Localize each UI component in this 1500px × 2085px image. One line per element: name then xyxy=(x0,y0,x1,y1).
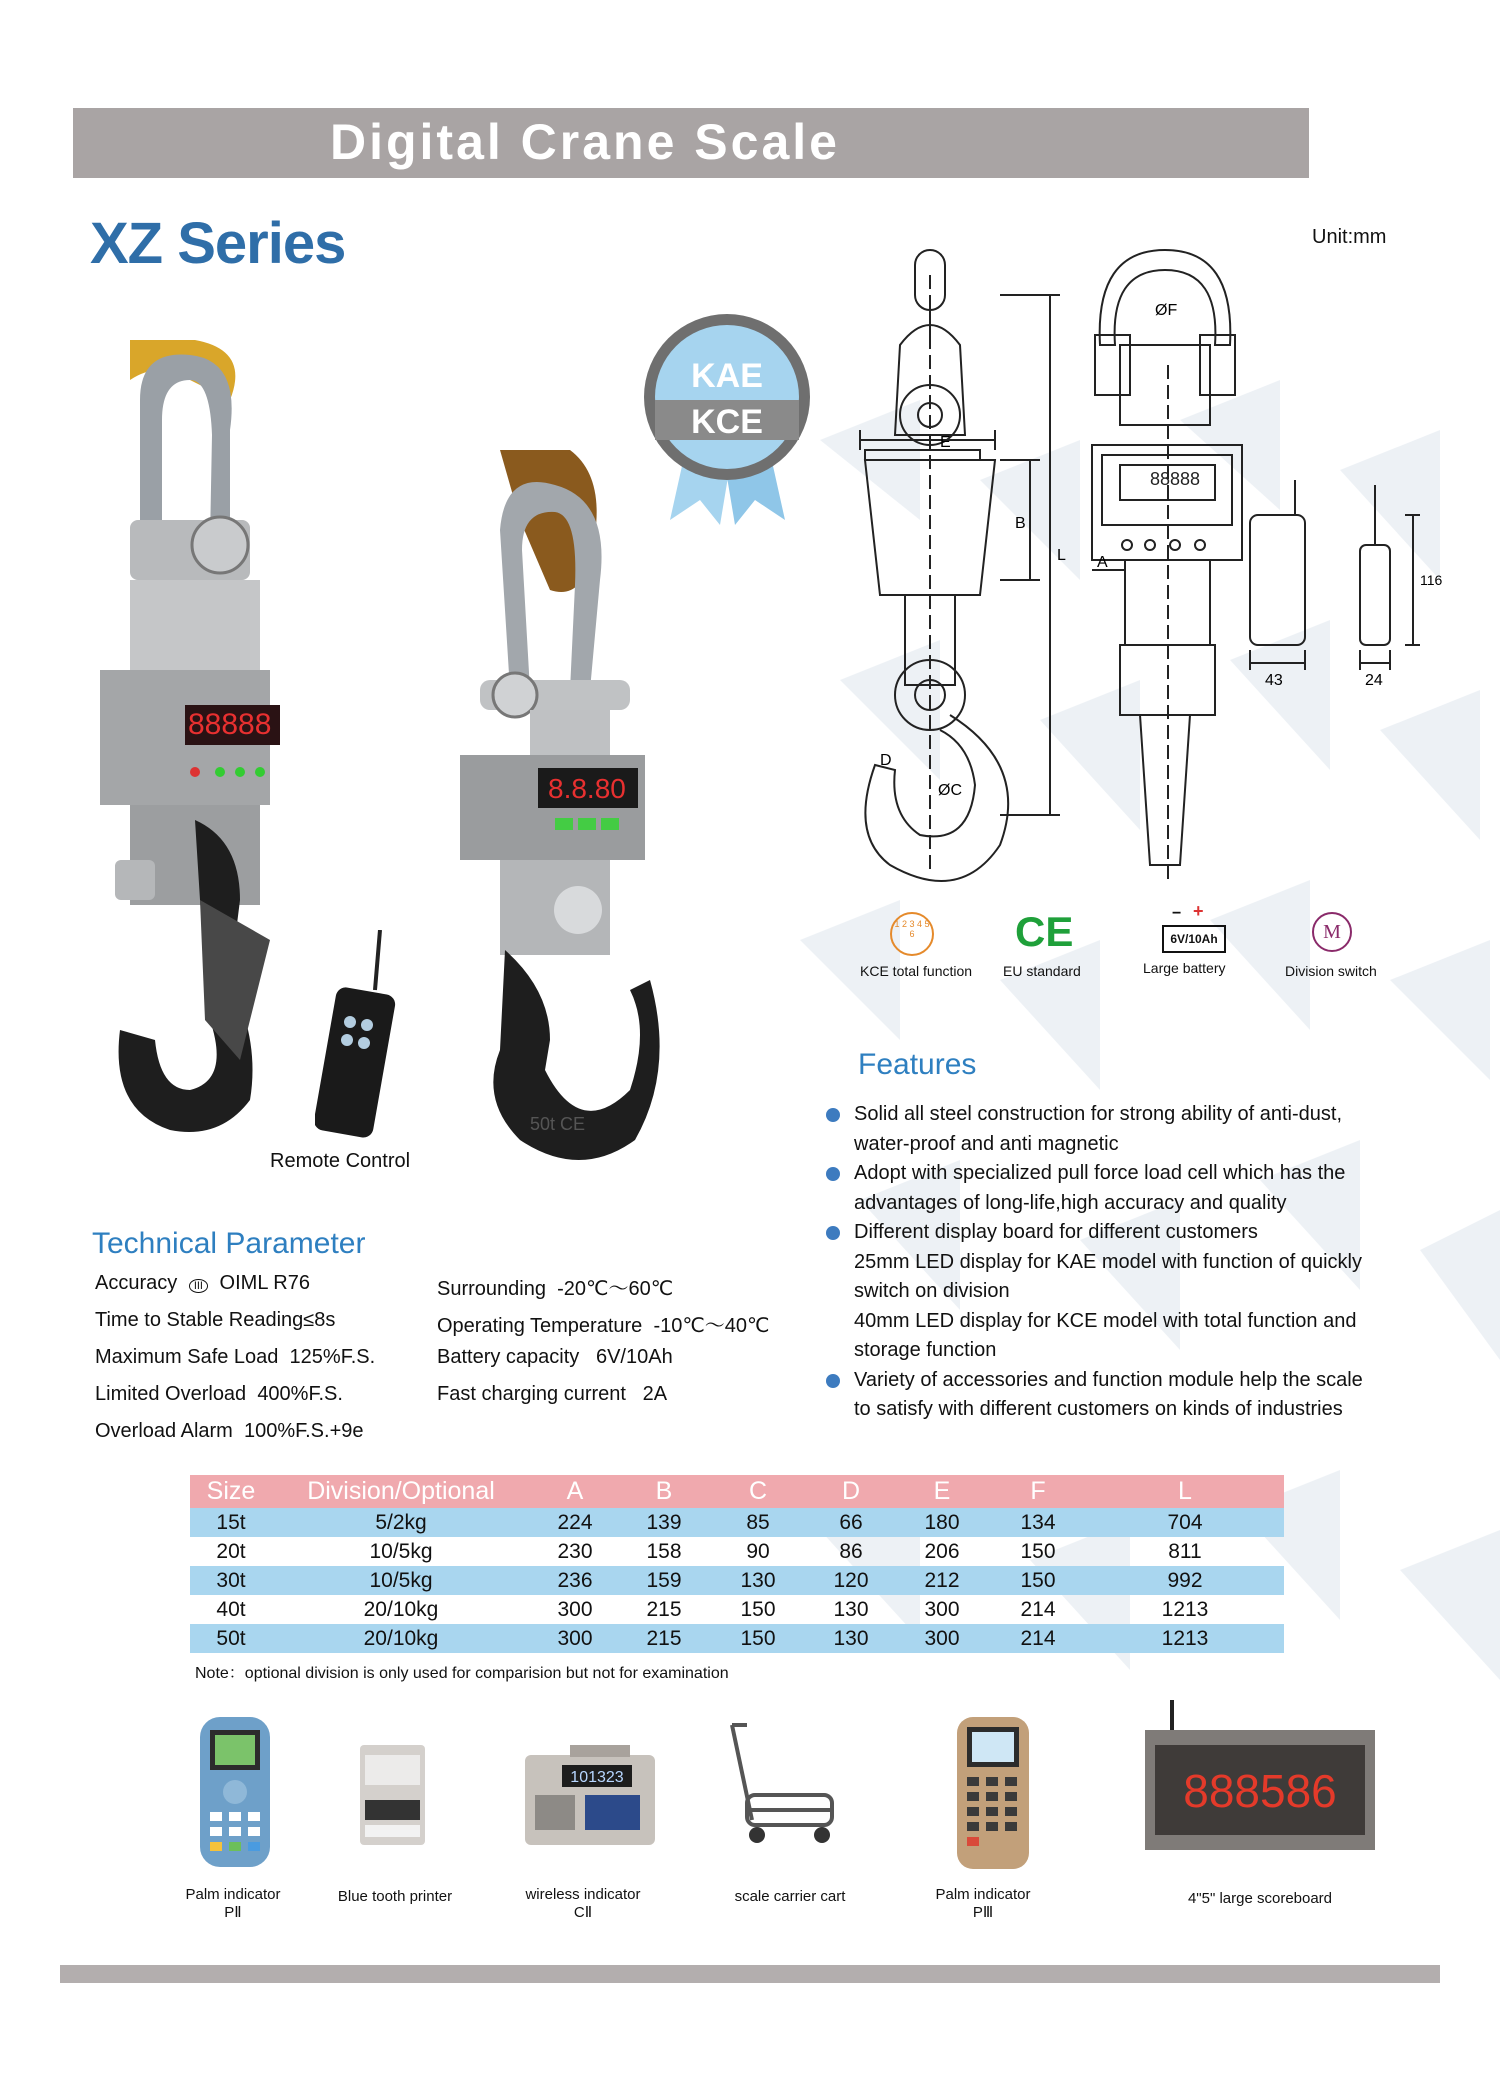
table-cell: 120 xyxy=(808,1566,894,1595)
eu-standard-caption: EU standard xyxy=(1003,963,1081,979)
table-cell: 159 xyxy=(620,1566,708,1595)
feature-item xyxy=(822,1366,1462,1425)
table-cell: 130 xyxy=(808,1624,894,1653)
table-header-cell: L xyxy=(1086,1475,1284,1508)
accessory-caption-line: PⅡ xyxy=(224,1904,242,1921)
bluetooth-printer-image xyxy=(355,1740,430,1850)
accessory-caption-line: Palm indicator xyxy=(935,1886,1031,1903)
param-accuracy-label: Accuracy xyxy=(95,1272,178,1294)
param-operating-temp-label: Operating Temperature xyxy=(437,1315,643,1337)
param-overload-alarm-label: Overload Alarm xyxy=(95,1420,233,1442)
kce-function-icon xyxy=(890,912,934,956)
table-cell: 1213 xyxy=(1086,1624,1284,1653)
table-cell: 50t xyxy=(190,1624,272,1653)
bullet-icon xyxy=(826,1374,840,1388)
technical-heading: Technical Parameter xyxy=(92,1227,366,1260)
remote-control-label: Remote Control xyxy=(270,1150,411,1172)
division-switch-caption: Division switch xyxy=(1285,963,1377,979)
table-cell: 215 xyxy=(620,1624,708,1653)
param-safe-load-label: Maximum Safe Load xyxy=(95,1346,279,1368)
feature-line: to satisfy with different customers on kinds of industries xyxy=(854,1398,1343,1420)
wireless-indicator-image xyxy=(520,1740,660,1850)
remote-dim-height: 116 xyxy=(1420,572,1443,588)
table-row xyxy=(190,1566,1284,1595)
param-accuracy-value: OIML R76 xyxy=(219,1272,310,1294)
feature-line: storage function xyxy=(854,1339,997,1361)
unit-label: Unit:mm xyxy=(1312,226,1387,248)
crane-scale-kce-photo xyxy=(460,450,660,1170)
param-charging-current xyxy=(437,1383,667,1406)
large-battery-caption: Large battery xyxy=(1143,960,1226,976)
dim-label-d: D xyxy=(880,752,892,769)
table-cell: 90 xyxy=(746,1539,770,1563)
footer-bar xyxy=(60,1965,1440,1983)
spec-table xyxy=(190,1475,1284,1653)
param-overload-alarm xyxy=(95,1420,364,1443)
param-charging-current-label: Fast charging current xyxy=(437,1383,626,1405)
feature-line: 40mm LED display for KCE model with total function and xyxy=(854,1309,1357,1332)
table-cell: 704 xyxy=(1086,1508,1284,1537)
table-cell: 215 xyxy=(646,1597,682,1621)
table-cell: 300 xyxy=(894,1624,990,1653)
features-heading: Features xyxy=(858,1048,977,1081)
param-overload-alarm-value: 100%F.S.+9e xyxy=(243,1420,364,1442)
table-cell: 236 xyxy=(530,1566,620,1595)
feature-item xyxy=(822,1100,1462,1159)
table-row xyxy=(190,1595,1284,1624)
param-surrounding-label: Surrounding xyxy=(437,1278,546,1300)
table-header-cell: E xyxy=(894,1475,990,1508)
table-cell: 230 xyxy=(557,1539,593,1563)
dimension-drawing xyxy=(830,245,1480,895)
remote-dim-width: 43 xyxy=(1265,672,1283,689)
wireless-indicator-display: 101323 xyxy=(570,1769,624,1786)
accessory-caption-line: wireless indicator xyxy=(525,1886,641,1903)
accessory-caption-line: Blue tooth printer xyxy=(337,1888,453,1905)
param-limited-overload-value: 400%F.S. xyxy=(257,1383,343,1405)
table-cell: 300 xyxy=(924,1597,960,1621)
table-header-cell: B xyxy=(620,1475,708,1508)
table-cell: 224 xyxy=(530,1508,620,1537)
table-cell: 300 xyxy=(530,1624,620,1653)
table-row xyxy=(190,1537,1284,1566)
accessory-caption-wireless xyxy=(518,1886,648,1922)
table-cell: 214 xyxy=(990,1624,1086,1653)
feature-line: Adopt with specialized pull force load cell which has the xyxy=(854,1162,1346,1184)
dim-label-a: A xyxy=(1097,554,1108,571)
table-cell: 180 xyxy=(894,1508,990,1537)
remote-control-photo xyxy=(315,930,405,1140)
table-cell: 85 xyxy=(708,1508,808,1537)
table-cell: 86 xyxy=(839,1539,863,1563)
accessory-caption-printer xyxy=(330,1888,460,1906)
remote-dim-depth: 24 xyxy=(1365,672,1383,689)
table-header-cell: F xyxy=(990,1475,1086,1508)
dim-label-f: ØF xyxy=(1155,302,1178,319)
table-cell: 811 xyxy=(1168,1539,1202,1563)
accessory-caption-line: scale carrier cart xyxy=(734,1888,846,1905)
dim-label-b: B xyxy=(1015,515,1026,532)
table-cell: 15t xyxy=(190,1508,272,1537)
table-cell: 20/10kg xyxy=(363,1597,439,1621)
battery-glyph: 6V/10Ah xyxy=(1170,932,1218,946)
kce-function-glyph: 1 2 3 4 5 6 xyxy=(894,919,930,939)
battery-icon xyxy=(1162,925,1226,953)
bullet-icon xyxy=(826,1108,840,1122)
table-cell: 30t xyxy=(190,1566,272,1595)
param-surrounding-value: -20℃～60℃ xyxy=(557,1278,674,1300)
param-safe-load xyxy=(95,1346,375,1369)
feature-line: water-proof and anti magnetic xyxy=(854,1132,1119,1155)
param-battery-capacity xyxy=(437,1346,673,1369)
table-cell: 992 xyxy=(1086,1566,1284,1595)
feature-line: switch on division xyxy=(854,1280,1010,1302)
feature-line: Variety of accessories and function module help the scale xyxy=(854,1368,1363,1391)
bullet-icon xyxy=(826,1226,840,1240)
series-title: XZ Series xyxy=(90,211,346,276)
table-cell: 214 xyxy=(1020,1597,1056,1621)
feature-line: 25mm LED display for KAE model with function of quickly xyxy=(854,1250,1362,1273)
param-operating-temp-value: -10℃～40℃ xyxy=(653,1315,770,1337)
table-cell: 139 xyxy=(620,1508,708,1537)
param-limited-overload-label: Limited Overload xyxy=(95,1383,247,1405)
table-header-cell: D xyxy=(808,1475,894,1508)
accessory-caption-scoreboard xyxy=(1170,1890,1350,1908)
table-note: Note：optional division is only used for comparision but not for examination xyxy=(195,1665,729,1682)
palm-indicator-p3-image xyxy=(952,1712,1034,1874)
page-title: Digital Crane Scale xyxy=(330,114,840,170)
accuracy-class-icon: III xyxy=(189,1279,208,1293)
dim-label-l: L xyxy=(1057,547,1066,564)
table-cell: 300 xyxy=(557,1597,593,1621)
table-cell: 158 xyxy=(646,1539,682,1563)
badge-kce-text: KCE xyxy=(691,403,763,441)
param-charging-current-value: 2A xyxy=(642,1383,668,1405)
table-cell: 206 xyxy=(924,1539,960,1563)
ce-mark-icon: CE xyxy=(1015,908,1074,955)
dim-label-e: E xyxy=(940,434,951,451)
param-battery-capacity-value: 6V/10Ah xyxy=(595,1346,673,1368)
param-stable-time xyxy=(95,1309,335,1332)
features-list xyxy=(822,1100,1462,1425)
drawing-display-digits: 88888 xyxy=(1150,469,1201,489)
param-surrounding xyxy=(437,1272,673,1301)
table-cell: 20t xyxy=(216,1539,246,1563)
table-cell: 212 xyxy=(894,1566,990,1595)
table-cell: 20/10kg xyxy=(272,1624,530,1653)
param-accuracy xyxy=(95,1272,310,1295)
svg-text:50t CE: 50t CE xyxy=(530,1114,586,1134)
feature-item xyxy=(822,1159,1462,1218)
table-cell: 130 xyxy=(833,1597,869,1621)
table-cell: 134 xyxy=(990,1508,1086,1537)
dim-label-c: ØC xyxy=(938,782,962,799)
table-cell: 66 xyxy=(808,1508,894,1537)
bullet-icon xyxy=(826,1167,840,1181)
scale-carrier-cart-image xyxy=(722,1720,842,1850)
table-cell: 150 xyxy=(990,1566,1086,1595)
table-cell: 40t xyxy=(216,1597,246,1621)
param-stable-time-label: Time to Stable Reading xyxy=(95,1309,304,1331)
accessory-caption-cart xyxy=(720,1888,860,1906)
param-stable-time-value: ≤8s xyxy=(303,1309,336,1331)
param-safe-load-value: 125%F.S. xyxy=(289,1346,376,1368)
table-cell: 10/5kg xyxy=(369,1539,433,1563)
table-cell: 150 xyxy=(740,1597,776,1621)
table-row xyxy=(190,1624,1284,1653)
accessory-caption-palm-p2 xyxy=(178,1886,288,1922)
accessory-caption-line: PⅢ xyxy=(972,1904,994,1921)
palm-indicator-p2-image xyxy=(195,1712,275,1872)
table-header-cell: C xyxy=(708,1475,808,1508)
param-operating-temp xyxy=(437,1309,770,1338)
svg-text:8.8.80: 8.8.80 xyxy=(548,773,626,804)
table-header-cell: Division/Optional xyxy=(272,1475,530,1508)
table-cell: 10/5kg xyxy=(272,1566,530,1595)
svg-text:88888: 88888 xyxy=(188,708,272,741)
badge-kae-text: KAE xyxy=(691,357,763,395)
feature-line: Different display board for different customers xyxy=(854,1221,1258,1243)
table-cell: 1213 xyxy=(1161,1597,1209,1621)
kce-function-caption: KCE total function xyxy=(860,963,973,979)
battery-plus-icon: + xyxy=(1193,901,1204,921)
large-scoreboard-image xyxy=(1140,1695,1380,1855)
accessory-caption-line: Palm indicator xyxy=(185,1886,281,1903)
division-switch-icon: M xyxy=(1312,912,1352,952)
feature-item xyxy=(822,1218,1462,1366)
crane-scale-kae-photo xyxy=(100,340,280,1140)
table-cell: 150 xyxy=(708,1624,808,1653)
scoreboard-display: 888586 xyxy=(1183,1765,1337,1817)
battery-minus-icon: − xyxy=(1172,905,1182,922)
feature-line: Solid all steel construction for strong ability of anti-dust, xyxy=(854,1103,1343,1125)
accessory-caption-palm-p3 xyxy=(928,1886,1038,1922)
table-cell: 5/2kg xyxy=(272,1508,530,1537)
table-header-row xyxy=(190,1475,1284,1508)
param-battery-capacity-label: Battery capacity xyxy=(437,1346,580,1368)
table-cell: 150 xyxy=(1020,1539,1056,1563)
table-header-cell: Size xyxy=(190,1475,272,1508)
kae-kce-badge xyxy=(640,310,815,530)
feature-line: advantages of long-life,high accuracy and quality xyxy=(854,1191,1287,1214)
param-limited-overload xyxy=(95,1383,343,1406)
table-cell: 130 xyxy=(708,1566,808,1595)
table-header-cell: A xyxy=(530,1475,620,1508)
accessory-caption-line: 4"5" large scoreboard xyxy=(1187,1890,1333,1907)
table-row xyxy=(190,1508,1284,1537)
accessory-caption-line: CⅡ xyxy=(573,1904,593,1921)
